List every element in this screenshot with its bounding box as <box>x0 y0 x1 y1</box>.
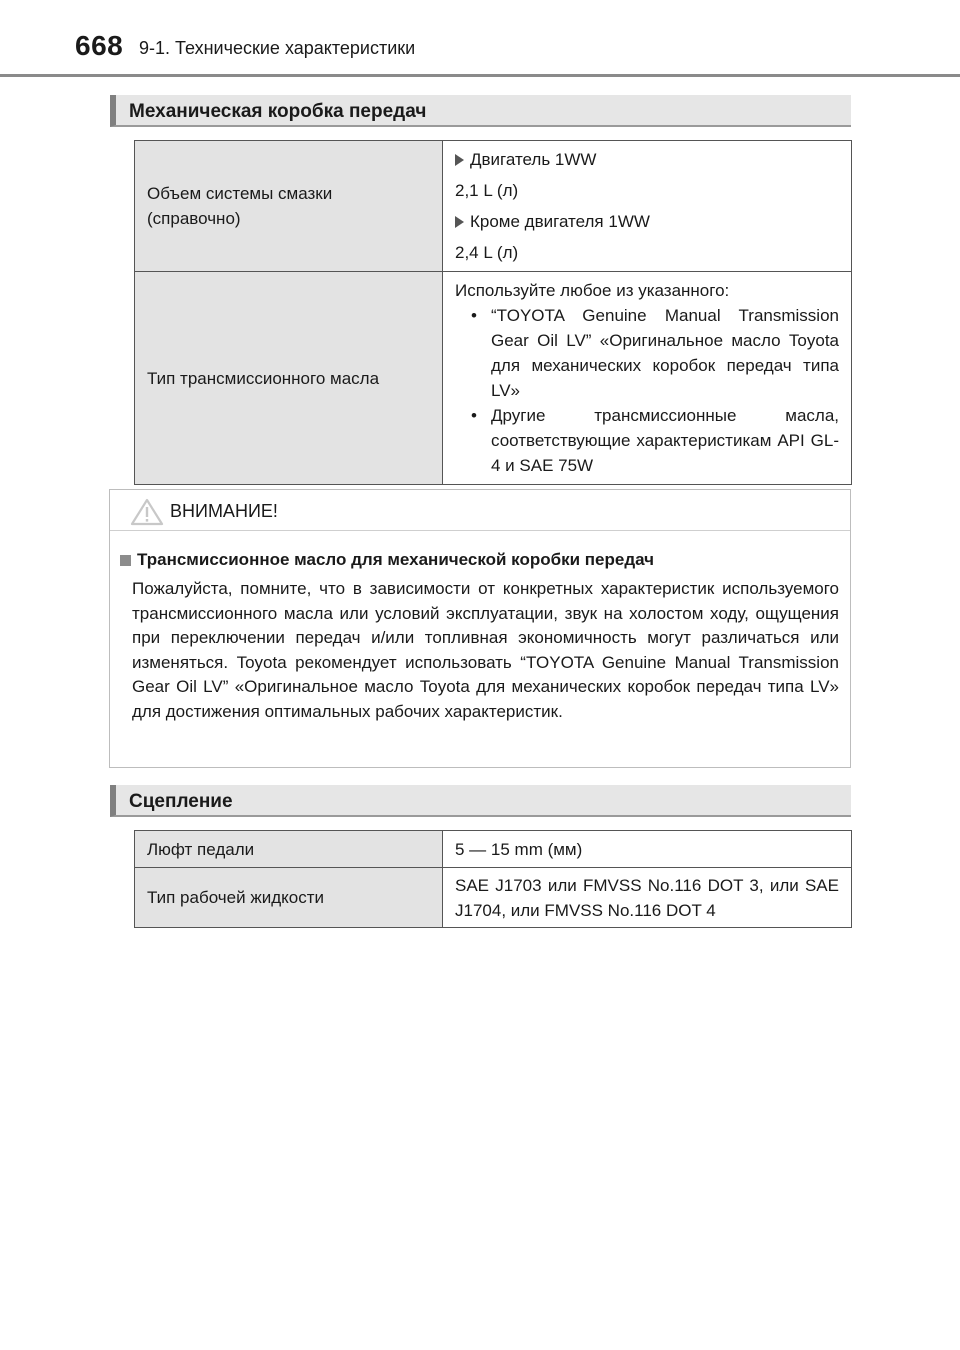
section-heading-manual-transmission <box>110 95 851 127</box>
table-row <box>135 831 852 868</box>
table-row <box>135 272 852 485</box>
warning-triangle-icon <box>130 498 164 526</box>
table-label-cell <box>135 868 443 928</box>
table-row <box>135 141 852 272</box>
intro-text: Используйте любое из указанного: <box>455 281 730 300</box>
entry-text: 2,4 L (л) <box>455 243 519 262</box>
caution-subheading <box>120 550 654 570</box>
caution-title: ВНИМАНИЕ! <box>170 501 278 521</box>
table-value-cell <box>443 141 852 272</box>
table-value-cell <box>443 272 852 485</box>
section-title: Механическая коробка передач <box>129 101 427 122</box>
row-label: Тип трансмиссионного масла <box>147 368 380 388</box>
page-header <box>0 0 960 78</box>
list-item: • Другие трансмиссионные масла, соответствующие характеристикам API GL-4 и SAE 75W <box>455 403 839 478</box>
manual-transmission-table <box>134 140 852 485</box>
row-label: Объем системы смазки (справочно) <box>147 184 333 228</box>
caution-header <box>110 490 850 531</box>
section-heading-clutch <box>110 785 851 817</box>
section-title: Сцепление <box>129 791 233 812</box>
row-label: Люфт педали <box>147 839 255 859</box>
table-label-cell <box>135 272 443 485</box>
table-value-cell <box>443 868 852 928</box>
header-divider <box>0 74 960 77</box>
table-label-cell <box>135 141 443 272</box>
table-row <box>135 868 852 928</box>
row-value: SAE J1703 или FMVSS No.116 DOT 3, или SAE J1704, или FMVSS No.116 DOT 4 <box>455 875 839 920</box>
row-value: 5 — 15 mm (мм) <box>455 839 583 859</box>
table-value-cell <box>443 831 852 868</box>
square-bullet-icon <box>120 555 131 566</box>
list-item: • “TOYOTA Genuine Manual Transmission Gear Oil LV” «Оригинальное масло Toyota для механических коробок передач типа LV» <box>455 303 839 403</box>
chapter-title: 9-1. Технические характеристики <box>139 38 416 58</box>
bullet-list <box>455 303 839 478</box>
entry-text: Кроме двигателя 1WW <box>470 212 650 231</box>
triangle-marker-icon <box>455 216 464 228</box>
subheading-text: Трансмиссионное масло для механической коробки передач <box>137 550 655 569</box>
page-number: 668 <box>75 30 124 61</box>
row-label: Тип рабочей жидкости <box>147 888 324 907</box>
list-item <box>455 209 839 234</box>
triangle-marker-icon <box>455 154 464 166</box>
table-label-cell <box>135 831 443 868</box>
entry-text: 2,1 L (л) <box>455 181 519 200</box>
caution-body: Пожалуйста, помните, что в зависимости от конкретных характеристик используемого трансмиссионного масла или условий эксплуатации, звук на холостом ходу, ощущения при переключении передач и/или топливная экономичность могут различаться или изменяться. Toyota рекомендует использовать “TOYOTA Genuine Manual Transmission Gear Oil LV” «Оригинальное масло Toyota для механических коробок передач типа LV» для достижения оптимальных рабочих характеристик. <box>132 579 839 721</box>
entry-text: Двигатель 1WW <box>470 150 597 169</box>
caution-box <box>109 489 851 768</box>
clutch-table <box>134 830 852 928</box>
list-item <box>455 147 839 172</box>
